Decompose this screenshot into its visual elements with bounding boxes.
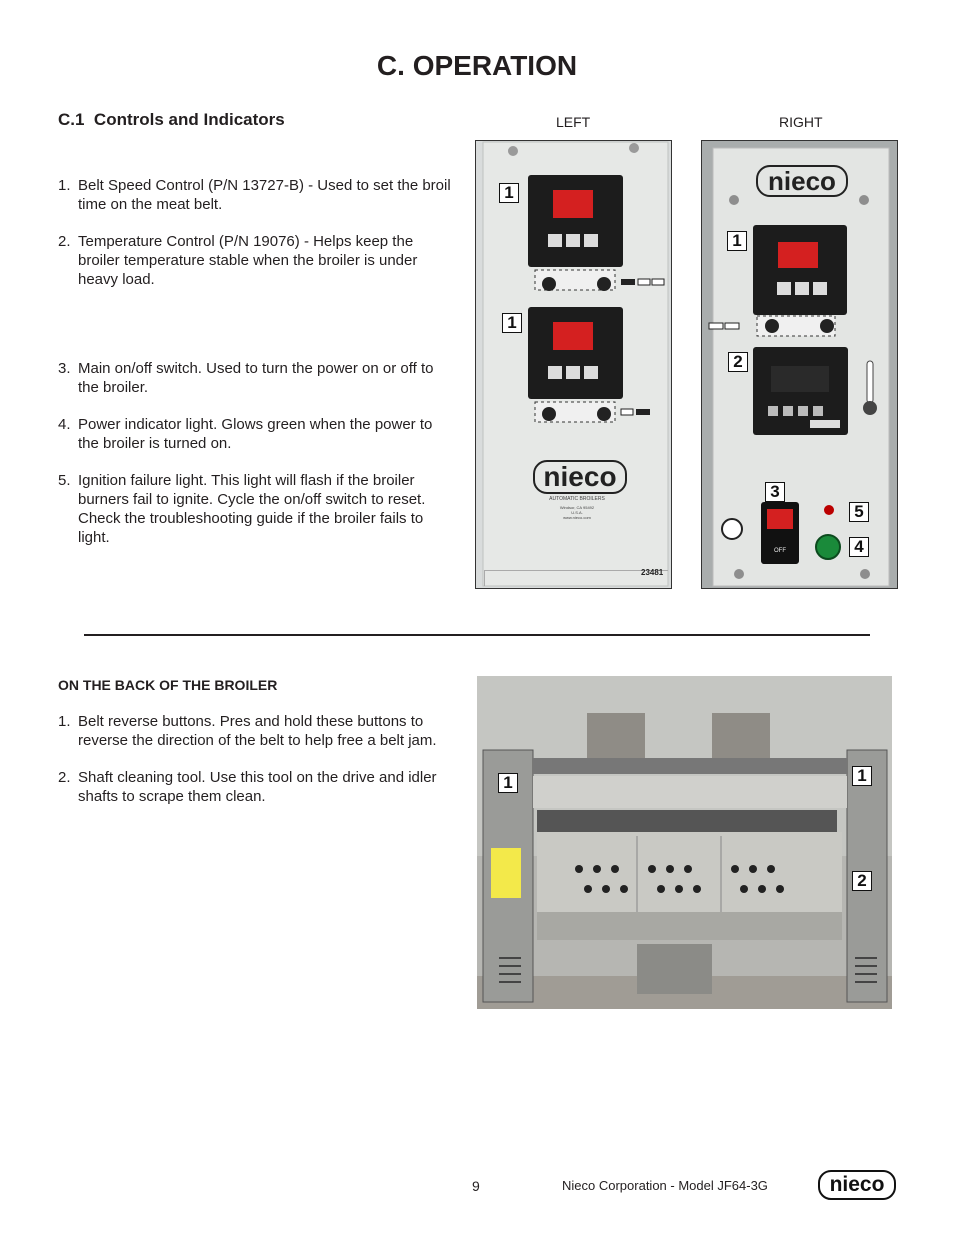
back-of-broiler-heading: ON THE BACK OF THE BROILER — [58, 677, 278, 693]
list-item: 2. Shaft cleaning tool. Use this tool on the drive and idler shafts to scrape them clean. — [58, 769, 437, 805]
list-item: 1. Belt Speed Control (P/N 13727-B) - Used to set the broil time on the meat belt. — [58, 177, 451, 213]
list-item: 1. Belt reverse buttons. Pres and hold these buttons to reverse the direction of the belt to help free a belt jam. — [58, 713, 437, 749]
broiler-back-photo — [477, 676, 892, 1009]
logo-subtitle: AUTOMATIC BROILERS — [549, 496, 605, 502]
callout-label: 4 — [849, 537, 869, 557]
nieco-logo: nieco — [756, 165, 848, 197]
logo-country: U.S.A. — [571, 510, 583, 515]
serial-number: 23481 — [641, 568, 664, 577]
section-divider — [84, 634, 870, 636]
back-items-list — [58, 712, 453, 824]
footer-text: Nieco Corporation - Model JF64-3G — [562, 1178, 768, 1193]
page-title: C. OPERATION — [376, 50, 578, 81]
callout-label: 1 — [852, 766, 872, 786]
list-item: 5. Ignition failure light. This light will flash if the broiler burners fail to ignite. Cycle the on/off switch to reset. Check the troubleshooting guide if the broiler fails to light. — [58, 472, 426, 546]
callout-label: 1 — [502, 313, 522, 333]
right-column-label: RIGHT — [779, 114, 823, 130]
callout-label: 2 — [728, 352, 748, 372]
section-number: C.1 — [58, 110, 85, 129]
right-control-panel-photo — [701, 140, 898, 589]
section-title: Controls and Indicators — [93, 110, 285, 129]
callout-label: 2 — [852, 871, 872, 891]
callout-label: 5 — [849, 502, 869, 522]
callout-label: 1 — [499, 183, 519, 203]
list-item: 3. Main on/off switch. Used to turn the power on or off to the broiler. — [58, 360, 434, 396]
callout-label: 1 — [727, 231, 747, 251]
callout-label: 1 — [498, 773, 518, 793]
logo-address: Windsor, CA 95492 — [559, 505, 595, 510]
logo-website: www.nieco.com — [563, 515, 591, 520]
list-item: 4. Power indicator light. Glows green when the power to the broiler is turned on. — [58, 416, 433, 452]
callout-label: 3 — [765, 482, 785, 502]
page-number: 9 — [472, 1178, 480, 1194]
nieco-logo: nieco — [533, 460, 627, 494]
footer-nieco-logo: nieco — [818, 1170, 896, 1200]
left-control-panel-photo — [475, 140, 672, 589]
section-heading — [58, 110, 285, 130]
list-item: 2. Temperature Control (P/N 19076) - Helps keep the broiler temperature stable when the broiler is under heavy load. — [58, 233, 418, 288]
left-column-label: LEFT — [556, 114, 591, 130]
switch-label: OFF — [774, 548, 786, 554]
controls-list — [58, 176, 453, 565]
